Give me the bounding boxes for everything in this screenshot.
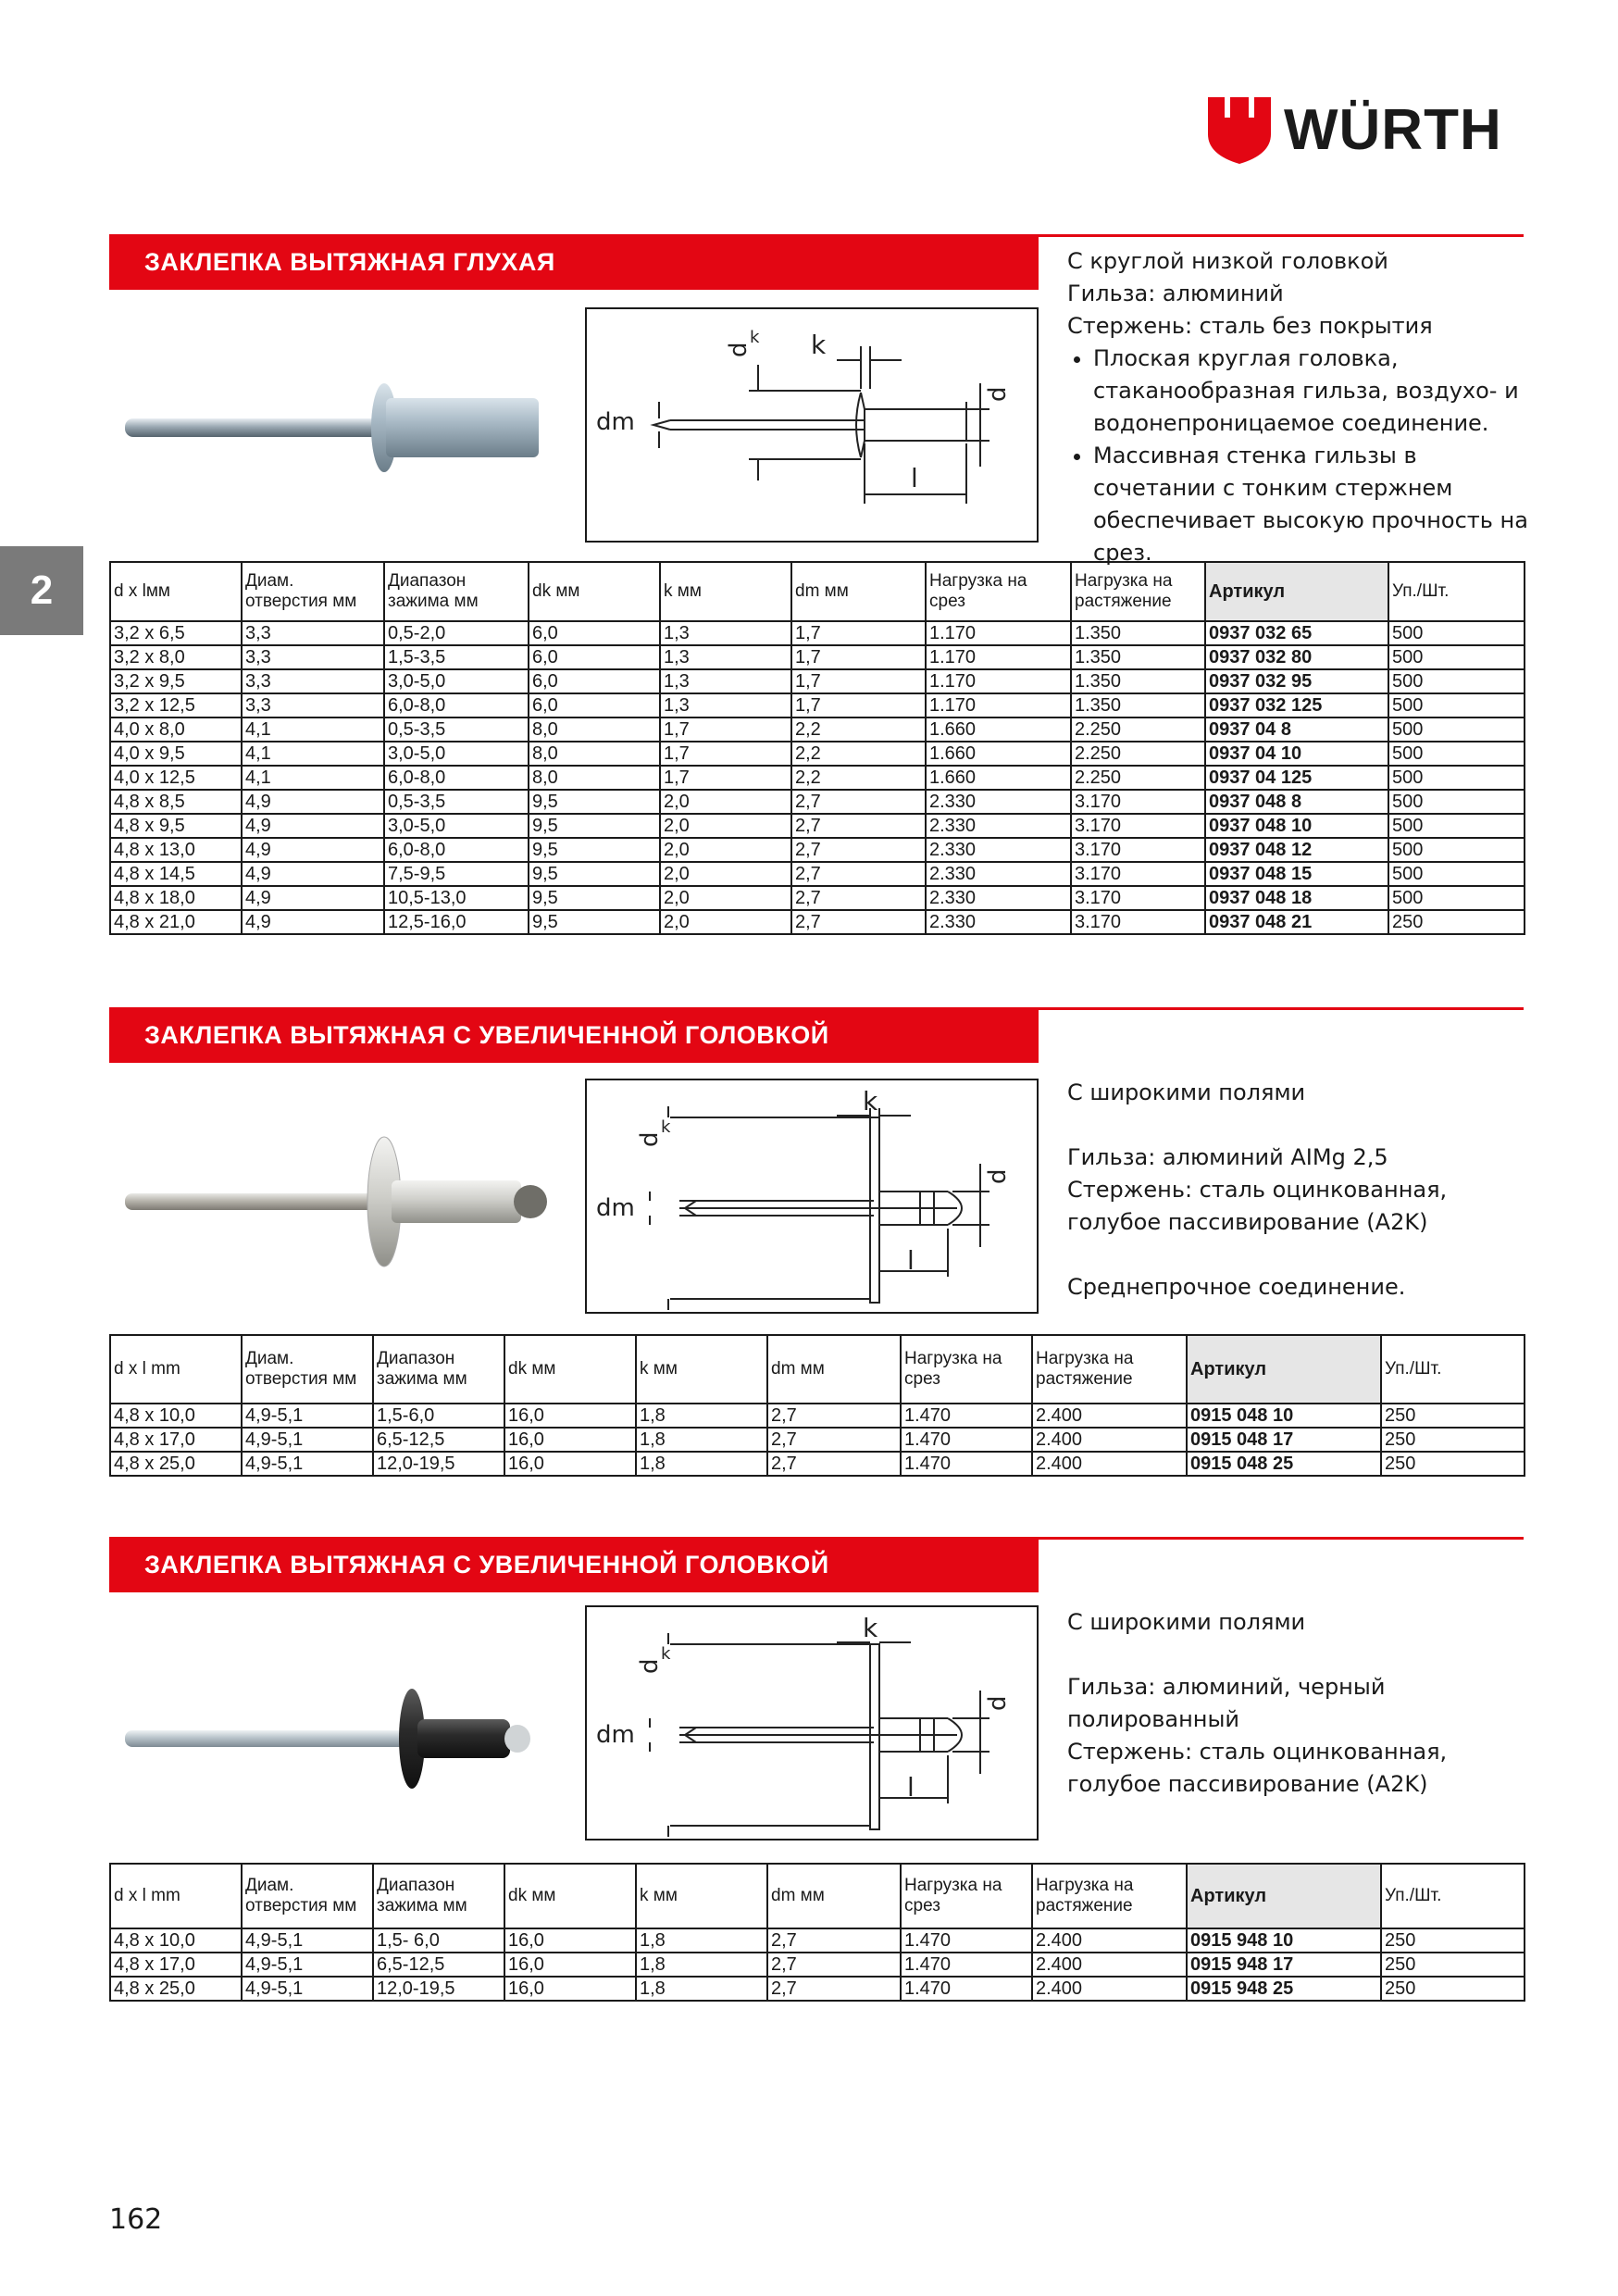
table-cell: 1,3 xyxy=(660,669,791,693)
label-d: d xyxy=(984,1695,1012,1711)
column-header: dk мм xyxy=(504,1864,636,1928)
table-cell: 3,3 xyxy=(242,621,384,645)
table-cell: 500 xyxy=(1388,621,1525,645)
rivet-drawing xyxy=(585,1605,1039,1841)
wurth-logo xyxy=(1208,97,1523,164)
article-number: 0915 948 25 xyxy=(1187,1977,1381,2001)
table-cell: 2,7 xyxy=(791,814,926,838)
table-cell: 2.330 xyxy=(926,910,1071,934)
table-cell: 2,0 xyxy=(660,838,791,862)
table-cell: 4,9-5,1 xyxy=(242,1928,373,1953)
table-cell: 2.330 xyxy=(926,886,1071,910)
table-cell: 6,0 xyxy=(529,621,660,645)
table-cell: 2.400 xyxy=(1032,1953,1187,1977)
table-row xyxy=(110,1428,1525,1452)
table-cell: 1.170 xyxy=(926,693,1071,718)
desc-line: Гильза: алюминий AIMg 2,5 xyxy=(1067,1144,1388,1170)
table-cell: 16,0 xyxy=(504,1428,636,1452)
table-row xyxy=(110,766,1525,790)
article-number: 0937 04 8 xyxy=(1205,718,1388,742)
table-cell: 3.170 xyxy=(1071,862,1205,886)
label-dk-sub: k xyxy=(661,1117,671,1137)
label-d: d xyxy=(984,386,1012,402)
table-cell: 4,1 xyxy=(242,718,384,742)
table-cell: 500 xyxy=(1388,693,1525,718)
rivet-drawing xyxy=(585,307,1039,543)
article-number: 0937 032 80 xyxy=(1205,645,1388,669)
label-l: l xyxy=(907,1772,915,1803)
column-header: Уп./Шт. xyxy=(1388,562,1525,621)
table-cell: 2.400 xyxy=(1032,1404,1187,1428)
label-k: k xyxy=(811,330,827,360)
table-cell: 0,5-3,5 xyxy=(384,790,529,814)
table-row xyxy=(110,1452,1525,1476)
table-cell: 250 xyxy=(1381,1928,1525,1953)
table-cell: 3,2 x 8,0 xyxy=(110,645,242,669)
desc-line: С широкими полями xyxy=(1067,1079,1306,1105)
chapter-tab: 2 xyxy=(0,546,83,635)
table-cell: 4,9-5,1 xyxy=(242,1452,373,1476)
column-header: d x l mm xyxy=(110,1864,242,1928)
article-number: 0915 048 17 xyxy=(1187,1428,1381,1452)
table-cell: 4,0 x 9,5 xyxy=(110,742,242,766)
table-cell: 2,0 xyxy=(660,886,791,910)
table-cell: 2.400 xyxy=(1032,1452,1187,1476)
table-cell: 6,0-8,0 xyxy=(384,766,529,790)
table-cell: 1.470 xyxy=(901,1977,1032,2001)
table-cell: 1,7 xyxy=(660,718,791,742)
table-cell: 4,8 x 10,0 xyxy=(110,1404,242,1428)
rivet-drawing xyxy=(585,1079,1039,1314)
table-cell: 1.470 xyxy=(901,1452,1032,1476)
table-cell: 4,0 x 12,5 xyxy=(110,766,242,790)
table-cell: 4,9 xyxy=(242,838,384,862)
table-cell: 6,0 xyxy=(529,669,660,693)
table-cell: 6,0-8,0 xyxy=(384,693,529,718)
table-cell: 3,2 x 6,5 xyxy=(110,621,242,645)
table-cell: 4,1 xyxy=(242,766,384,790)
table-cell: 3,2 x 12,5 xyxy=(110,693,242,718)
column-header: Диам. отверстия мм xyxy=(242,1864,373,1928)
table-cell: 8,0 xyxy=(529,718,660,742)
table-cell: 4,9 xyxy=(242,814,384,838)
desc-line: полированный xyxy=(1067,1706,1240,1732)
table-cell: 2.250 xyxy=(1071,742,1205,766)
article-number: 0937 032 125 xyxy=(1205,693,1388,718)
column-header: dm мм xyxy=(767,1864,901,1928)
table-cell: 4,9-5,1 xyxy=(242,1404,373,1428)
spec-table xyxy=(109,1334,1525,1477)
desc-line: С широкими полями xyxy=(1067,1609,1306,1635)
table-cell: 1.350 xyxy=(1071,693,1205,718)
column-header: Уп./Шт. xyxy=(1381,1335,1525,1404)
desc-line: голубое пассивирование (A2K) xyxy=(1067,1209,1428,1235)
column-header: Диапазон зажима мм xyxy=(373,1864,504,1928)
table-cell: 1,7 xyxy=(791,621,926,645)
section-title: ЗАКЛЕПКА ВЫТЯЖНАЯ С УВЕЛИЧЕННОЙ ГОЛОВКОЙ xyxy=(109,1007,1039,1063)
article-number: 0937 048 10 xyxy=(1205,814,1388,838)
label-k: k xyxy=(863,1613,878,1643)
desc-line: Среднепрочное соединение. xyxy=(1067,1274,1406,1300)
article-number: 0937 048 21 xyxy=(1205,910,1388,934)
table-row xyxy=(110,669,1525,693)
table-cell: 1.350 xyxy=(1071,621,1205,645)
table-cell: 500 xyxy=(1388,766,1525,790)
column-header: k мм xyxy=(636,1864,767,1928)
table-row xyxy=(110,886,1525,910)
table-row xyxy=(110,645,1525,669)
table-row xyxy=(110,1928,1525,1953)
table-row xyxy=(110,621,1525,645)
column-header: Уп./Шт. xyxy=(1381,1864,1525,1928)
column-header: Артикул xyxy=(1187,1335,1381,1404)
section-description xyxy=(1067,1077,1530,1304)
table-cell: 3,0-5,0 xyxy=(384,814,529,838)
table-cell: 1,3 xyxy=(660,693,791,718)
table-row xyxy=(110,742,1525,766)
table-cell: 4,8 x 9,5 xyxy=(110,814,242,838)
table-cell: 1.350 xyxy=(1071,645,1205,669)
table-cell: 2,7 xyxy=(767,1404,901,1428)
brand-name: WÜRTH xyxy=(1284,98,1502,162)
column-header: Нагрузка на растяжение xyxy=(1032,1335,1187,1404)
table-cell: 4,8 x 10,0 xyxy=(110,1928,242,1953)
table-cell: 1,5- 6,0 xyxy=(373,1928,504,1953)
table-cell: 500 xyxy=(1388,645,1525,669)
page-number: 162 xyxy=(109,2203,163,2236)
table-cell: 6,0-8,0 xyxy=(384,838,529,862)
feature-item: • Массивная стенка гильзы в сочетании с тонким стержнем обеспечивает высокую прочность на срез. xyxy=(1093,440,1530,569)
article-number: 0937 04 10 xyxy=(1205,742,1388,766)
table-cell: 4,8 x 18,0 xyxy=(110,886,242,910)
table-cell: 6,0 xyxy=(529,645,660,669)
table-cell: 3.170 xyxy=(1071,790,1205,814)
table-cell: 16,0 xyxy=(504,1452,636,1476)
column-header: Диам. отверстия мм xyxy=(242,1335,373,1404)
table-cell: 9,5 xyxy=(529,886,660,910)
table-cell: 1,7 xyxy=(791,645,926,669)
table-cell: 2,7 xyxy=(791,862,926,886)
table-cell: 3.170 xyxy=(1071,814,1205,838)
table-cell: 2.400 xyxy=(1032,1928,1187,1953)
table-cell: 3.170 xyxy=(1071,910,1205,934)
table-row xyxy=(110,718,1525,742)
table-cell: 4,9-5,1 xyxy=(242,1428,373,1452)
table-cell: 1,8 xyxy=(636,1452,767,1476)
table-cell: 250 xyxy=(1381,1977,1525,2001)
table-cell: 9,5 xyxy=(529,790,660,814)
label-dk-sub: k xyxy=(750,328,760,347)
desc-line: С круглой низкой головкой xyxy=(1067,248,1388,274)
table-row xyxy=(110,838,1525,862)
table-cell: 1.350 xyxy=(1071,669,1205,693)
table-cell: 2.330 xyxy=(926,814,1071,838)
table-cell: 1,3 xyxy=(660,645,791,669)
table-cell: 4,8 x 13,0 xyxy=(110,838,242,862)
column-header: Нагрузка на растяжение xyxy=(1032,1864,1187,1928)
spec-table xyxy=(109,1863,1525,2002)
table-cell: 1.170 xyxy=(926,669,1071,693)
article-number: 0937 048 15 xyxy=(1205,862,1388,886)
table-cell: 6,5-12,5 xyxy=(373,1428,504,1452)
label-k: k xyxy=(863,1086,878,1117)
table-row xyxy=(110,1953,1525,1977)
table-cell: 3,0-5,0 xyxy=(384,742,529,766)
table-cell: 2,7 xyxy=(767,1452,901,1476)
desc-line: Гильза: алюминий xyxy=(1067,281,1284,306)
table-cell: 2,7 xyxy=(791,790,926,814)
table-cell: 9,5 xyxy=(529,814,660,838)
table-cell: 16,0 xyxy=(504,1404,636,1428)
table-cell: 250 xyxy=(1381,1404,1525,1428)
column-header: Нагрузка на срез xyxy=(901,1335,1032,1404)
feature-item: • Плоская круглая головка, стаканообразная гильза, воздухо- и водонепроницаемое соединение. xyxy=(1093,343,1530,440)
article-number: 0937 032 95 xyxy=(1205,669,1388,693)
table-cell: 500 xyxy=(1388,790,1525,814)
column-header: Диам. отверстия мм xyxy=(242,562,384,621)
table-cell: 16,0 xyxy=(504,1977,636,2001)
table-row xyxy=(110,910,1525,934)
desc-line: Гильза: алюминий, черный xyxy=(1067,1674,1386,1700)
table-cell: 1,5-3,5 xyxy=(384,645,529,669)
table-cell: 4,8 x 17,0 xyxy=(110,1953,242,1977)
rivet-photo xyxy=(116,370,551,481)
column-header: k мм xyxy=(636,1335,767,1404)
column-header: Артикул xyxy=(1187,1864,1381,1928)
table-cell: 1,8 xyxy=(636,1404,767,1428)
article-number: 0915 948 10 xyxy=(1187,1928,1381,1953)
table-cell: 1,3 xyxy=(660,621,791,645)
table-cell: 1,8 xyxy=(636,1928,767,1953)
table-cell: 4,8 x 25,0 xyxy=(110,1452,242,1476)
label-dm: dm xyxy=(596,1721,635,1749)
desc-line: Стержень: сталь без покрытия xyxy=(1067,313,1433,339)
article-number: 0937 04 125 xyxy=(1205,766,1388,790)
table-cell: 1,8 xyxy=(636,1977,767,2001)
label-l: l xyxy=(907,1245,915,1276)
table-cell: 2,7 xyxy=(767,1428,901,1452)
column-header: Нагрузка на растяжение xyxy=(1071,562,1205,621)
table-row xyxy=(110,862,1525,886)
table-cell: 1.170 xyxy=(926,645,1071,669)
article-number: 0915 948 17 xyxy=(1187,1953,1381,1977)
table-cell: 500 xyxy=(1388,742,1525,766)
table-row xyxy=(110,790,1525,814)
table-cell: 2,7 xyxy=(767,1928,901,1953)
table-cell: 1.660 xyxy=(926,718,1071,742)
table-cell: 500 xyxy=(1388,838,1525,862)
article-number: 0915 048 10 xyxy=(1187,1404,1381,1428)
column-header: dm мм xyxy=(791,562,926,621)
table-cell: 6,0 xyxy=(529,693,660,718)
section-title: ЗАКЛЕПКА ВЫТЯЖНАЯ С УВЕЛИЧЕННОЙ ГОЛОВКОЙ xyxy=(109,1537,1039,1592)
table-cell: 250 xyxy=(1381,1452,1525,1476)
table-cell: 500 xyxy=(1388,669,1525,693)
column-header: dk мм xyxy=(504,1335,636,1404)
section-title: ЗАКЛЕПКА ВЫТЯЖНАЯ ГЛУХАЯ xyxy=(109,234,1039,290)
table-cell: 4,9 xyxy=(242,910,384,934)
label-dk-sub: k xyxy=(661,1644,671,1664)
table-cell: 2,0 xyxy=(660,862,791,886)
table-cell: 4,8 x 17,0 xyxy=(110,1428,242,1452)
section-description xyxy=(1067,1606,1530,1801)
column-header: d x l mm xyxy=(110,1335,242,1404)
table-cell: 1,5-6,0 xyxy=(373,1404,504,1428)
column-header: d x lмм xyxy=(110,562,242,621)
article-number: 0937 048 8 xyxy=(1205,790,1388,814)
table-cell: 8,0 xyxy=(529,766,660,790)
table-cell: 250 xyxy=(1381,1428,1525,1452)
table-cell: 3,3 xyxy=(242,669,384,693)
table-cell: 4,9 xyxy=(242,790,384,814)
rivet-photo xyxy=(116,1671,569,1810)
column-header: dm мм xyxy=(767,1335,901,1404)
table-cell: 12,0-19,5 xyxy=(373,1452,504,1476)
table-cell: 2,7 xyxy=(767,1977,901,2001)
table-cell: 6,5-12,5 xyxy=(373,1953,504,1977)
table-cell: 16,0 xyxy=(504,1953,636,1977)
table-cell: 3,2 x 9,5 xyxy=(110,669,242,693)
table-cell: 12,0-19,5 xyxy=(373,1977,504,2001)
table-cell: 500 xyxy=(1388,886,1525,910)
table-cell: 1,7 xyxy=(791,693,926,718)
table-cell: 4,9 xyxy=(242,886,384,910)
table-cell: 9,5 xyxy=(529,838,660,862)
table-row xyxy=(110,693,1525,718)
table-cell: 1.470 xyxy=(901,1953,1032,1977)
table-cell: 2,7 xyxy=(791,886,926,910)
label-dk: d xyxy=(636,1658,664,1674)
table-cell: 9,5 xyxy=(529,910,660,934)
column-header: k мм xyxy=(660,562,791,621)
label-dk: d xyxy=(636,1131,664,1147)
label-l: l xyxy=(911,463,918,493)
table-cell: 2,2 xyxy=(791,718,926,742)
table-cell: 3,0-5,0 xyxy=(384,669,529,693)
table-cell: 4,9 xyxy=(242,862,384,886)
table-cell: 4,8 x 25,0 xyxy=(110,1977,242,2001)
table-cell: 4,8 x 8,5 xyxy=(110,790,242,814)
table-cell: 2,0 xyxy=(660,790,791,814)
table-cell: 8,0 xyxy=(529,742,660,766)
article-number: 0937 048 18 xyxy=(1205,886,1388,910)
table-cell: 2,7 xyxy=(767,1953,901,1977)
label-dk: d xyxy=(725,342,753,357)
table-cell: 4,0 x 8,0 xyxy=(110,718,242,742)
table-cell: 1.660 xyxy=(926,766,1071,790)
table-cell: 1.470 xyxy=(901,1428,1032,1452)
table-cell: 1,7 xyxy=(660,766,791,790)
article-number: 0915 048 25 xyxy=(1187,1452,1381,1476)
table-cell: 500 xyxy=(1388,814,1525,838)
table-cell: 1.470 xyxy=(901,1404,1032,1428)
table-cell: 2,7 xyxy=(791,838,926,862)
article-number: 0937 032 65 xyxy=(1205,621,1388,645)
table-cell: 10,5-13,0 xyxy=(384,886,529,910)
table-cell: 2,2 xyxy=(791,742,926,766)
table-cell: 2.330 xyxy=(926,790,1071,814)
wurth-logo-mark-icon xyxy=(1208,97,1271,164)
table-cell: 2,0 xyxy=(660,910,791,934)
table-cell: 0,5-2,0 xyxy=(384,621,529,645)
table-cell: 4,9-5,1 xyxy=(242,1977,373,2001)
table-cell: 500 xyxy=(1388,862,1525,886)
table-cell: 2.330 xyxy=(926,838,1071,862)
table-cell: 1.660 xyxy=(926,742,1071,766)
table-cell: 1,7 xyxy=(660,742,791,766)
column-header: Нагрузка на срез xyxy=(926,562,1071,621)
table-cell: 2.250 xyxy=(1071,766,1205,790)
spec-table xyxy=(109,561,1525,935)
column-header: Диапазон зажима мм xyxy=(384,562,529,621)
table-cell: 9,5 xyxy=(529,862,660,886)
table-cell: 1.470 xyxy=(901,1928,1032,1953)
desc-line: Стержень: сталь оцинкованная, xyxy=(1067,1177,1448,1203)
table-cell: 250 xyxy=(1388,910,1525,934)
label-dm: dm xyxy=(596,408,635,436)
table-cell: 0,5-3,5 xyxy=(384,718,529,742)
table-row xyxy=(110,1977,1525,2001)
table-cell: 4,9-5,1 xyxy=(242,1953,373,1977)
table-cell: 2.400 xyxy=(1032,1428,1187,1452)
article-number: 0937 048 12 xyxy=(1205,838,1388,862)
column-header: Артикул xyxy=(1205,562,1388,621)
table-cell: 2,7 xyxy=(791,910,926,934)
table-cell: 1,8 xyxy=(636,1428,767,1452)
table-cell: 1.170 xyxy=(926,621,1071,645)
label-d: d xyxy=(984,1168,1012,1184)
desc-line: Стержень: сталь оцинкованная, xyxy=(1067,1739,1448,1765)
desc-line: голубое пассивирование (A2K) xyxy=(1067,1771,1428,1797)
table-row xyxy=(110,1404,1525,1428)
rivet-photo xyxy=(116,1134,569,1273)
table-cell: 2.330 xyxy=(926,862,1071,886)
table-cell: 4,8 x 21,0 xyxy=(110,910,242,934)
column-header: Диапазон зажима мм xyxy=(373,1335,504,1404)
table-cell: 4,8 x 14,5 xyxy=(110,862,242,886)
table-cell: 7,5-9,5 xyxy=(384,862,529,886)
column-header: dk мм xyxy=(529,562,660,621)
table-cell: 3.170 xyxy=(1071,886,1205,910)
table-cell: 2.250 xyxy=(1071,718,1205,742)
section-description xyxy=(1067,245,1530,569)
table-cell: 3,3 xyxy=(242,693,384,718)
table-cell: 16,0 xyxy=(504,1928,636,1953)
column-header: Нагрузка на срез xyxy=(901,1864,1032,1928)
table-cell: 12,5-16,0 xyxy=(384,910,529,934)
table-cell: 4,1 xyxy=(242,742,384,766)
table-cell: 3.170 xyxy=(1071,838,1205,862)
table-cell: 2,2 xyxy=(791,766,926,790)
table-cell: 2.400 xyxy=(1032,1977,1187,2001)
table-cell: 500 xyxy=(1388,718,1525,742)
label-dm: dm xyxy=(596,1194,635,1222)
table-cell: 3,3 xyxy=(242,645,384,669)
table-cell: 250 xyxy=(1381,1953,1525,1977)
table-cell: 1,7 xyxy=(791,669,926,693)
feature-list xyxy=(1067,343,1530,569)
table-cell: 1,8 xyxy=(636,1953,767,1977)
table-cell: 2,0 xyxy=(660,814,791,838)
table-row xyxy=(110,814,1525,838)
